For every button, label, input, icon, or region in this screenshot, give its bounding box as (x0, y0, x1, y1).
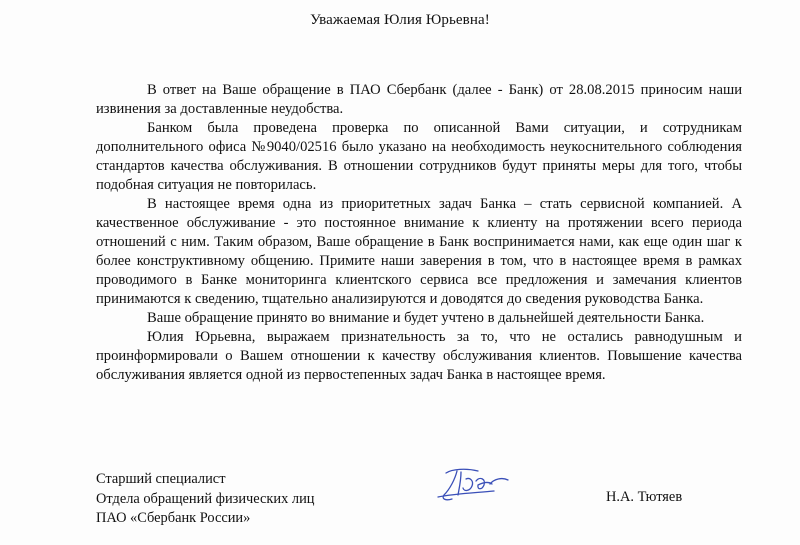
letter-body (96, 81, 742, 385)
handwritten-signature (432, 459, 518, 507)
signatory-department: Отдела обращений физических лиц (96, 490, 315, 507)
signatory-organization: ПАО «Сбербанк России» (96, 510, 251, 526)
letter-paragraph: Юлия Юрьевна, выражаем признательность за то, что не остались равнодушным и проинформировали о Вашем отношении к качеству обслуживания клиентов. Повышение качества обслуживания является одной из первостепенных задач Банка в настоящее время. (96, 329, 742, 383)
letter-paragraph: Банком была проведена проверка по описанной Вами ситуации, и сотрудникам дополнительного офиса №9040/02516 было указано на необходимость неукоснительного соблюдения стандартов качества обслуживания. В отношении сотрудников будут приняты меры для того, чтобы подобная ситуация не повторилась. (96, 120, 742, 193)
signatory-name: Н.А. Тютяев (606, 489, 683, 505)
letter-greeting: Уважаемая Юлия Юрьевна! (310, 12, 490, 28)
signatory-position: Старший специалист (96, 471, 226, 487)
letter-paragraph: В ответ на Ваше обращение в ПАО Сбербанк (далее - Банк) от 28.08.2015 приносим наши извинения за доставленные неудобства. (96, 82, 742, 117)
letter-paragraph: Ваше обращение принято во внимание и будет учтено в дальнейшей деятельности Банка. (147, 310, 705, 326)
letter-paragraph: В настоящее время одна из приоритетных задач Банка – стать сервисной компанией. А качественное обслуживание - это постоянное внимание к клиенту на протяжении всего периода отношений с ним. Таким образом, Ваше обращение в Банк воспринимается нами, как еще один шаг к более конструктивному общению. Примите наши заверения в том, что в настоящее время в рамках проводимого в Банке мониторинга клиентского сервиса все предложения и замечания клиентов принимаются к сведению, тщательно анализируются и доводятся до сведения руководства Банка. (96, 196, 742, 307)
signatory-title-block (96, 470, 315, 529)
